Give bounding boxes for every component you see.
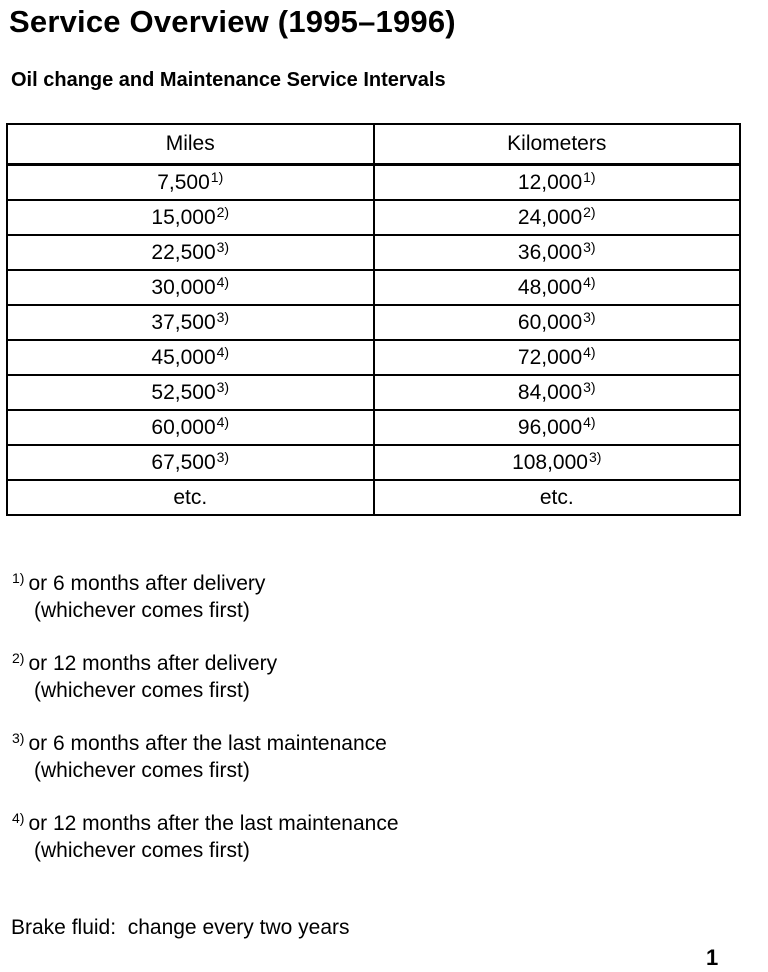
miles-value: 67,500 [151,451,216,474]
footnote-marker: 3) [12,730,25,746]
page-title: Service Overview (1995–1996) [9,4,456,39]
table-row [7,445,740,480]
section-subtitle: Oil change and Maintenance Service Intervals [11,69,446,91]
miles-cell [7,305,374,340]
kilometers-cell [374,305,741,340]
table-header-row [7,124,740,165]
footnote-text: or 12 months after delivery [28,652,278,675]
miles-cell [7,270,374,305]
column-header-miles: Miles [7,124,374,165]
footnote-4 [12,810,612,864]
miles-cell [7,165,374,201]
footnote-ref: 4) [216,414,230,430]
kilometers-cell [374,165,741,201]
kilometers-value: 108,000 [512,451,588,474]
kilometers-cell [374,445,741,480]
footnote-marker: 1) [12,570,25,586]
footnote-ref: 1) [210,169,224,185]
footnote-text: or 6 months after the last maintenance [28,732,387,755]
kilometers-cell [374,340,741,375]
kilometers-cell [374,200,741,235]
miles-cell [7,480,374,515]
table-row [7,270,740,305]
footnote-ref: 4) [583,414,596,430]
table-row [7,200,740,235]
footnote-ref: 2) [216,204,230,220]
miles-value: 22,500 [151,241,216,264]
table-row [7,340,740,375]
table-row [7,305,740,340]
miles-value: 37,500 [151,311,216,334]
footnote-ref: 3) [216,449,230,465]
footnote-2 [12,650,612,704]
footnote-ref: 3) [583,239,596,255]
column-header-kilometers: Kilometers [374,124,741,165]
miles-value: 15,000 [151,206,216,229]
table-row [7,165,740,201]
footnote-ref: 4) [583,344,596,360]
kilometers-value: etc. [539,486,574,509]
kilometers-value: 60,000 [517,311,583,334]
miles-cell [7,410,374,445]
kilometers-cell [374,270,741,305]
footnote-text-continued: (whichever comes first) [34,839,250,862]
footnote-marker: 2) [12,650,25,666]
miles-value: etc. [173,486,208,509]
footnote-text-continued: (whichever comes first) [34,679,250,702]
footnote-text: or 12 months after the last maintenance [28,812,399,835]
miles-value: 30,000 [151,276,216,299]
footnote-ref: 3) [583,309,596,325]
footnote-text-continued: (whichever comes first) [34,599,250,622]
footnote-marker: 4) [12,810,25,826]
footnote-ref: 3) [216,379,230,395]
service-interval-table [6,123,741,516]
footnote-ref: 1) [583,169,596,185]
footnote-ref: 2) [583,204,596,220]
footnote-ref: 3) [216,309,230,325]
footnote-3 [12,730,612,784]
footnote-1 [12,570,612,624]
table-row [7,410,740,445]
miles-value: 60,000 [151,416,216,439]
kilometers-cell [374,480,741,515]
table-row [7,375,740,410]
page-number: 1 [706,945,719,970]
kilometers-cell [374,235,741,270]
miles-cell [7,200,374,235]
footnote-ref: 3) [216,239,230,255]
miles-cell [7,235,374,270]
miles-cell [7,340,374,375]
table-row [7,480,740,515]
kilometers-value: 72,000 [517,346,583,369]
footnote-ref: 3) [583,379,596,395]
brake-fluid-note: Brake fluid: change every two years [11,916,350,939]
miles-value: 7,500 [157,171,210,194]
kilometers-value: 24,000 [517,206,583,229]
kilometers-value: 96,000 [517,416,583,439]
footnote-text: or 6 months after delivery [28,572,266,595]
footnote-ref: 4) [216,274,230,290]
table-row [7,235,740,270]
miles-cell [7,375,374,410]
miles-value: 52,500 [151,381,216,404]
footnote-ref: 3) [588,449,602,465]
miles-value: 45,000 [151,346,216,369]
kilometers-value: 36,000 [517,241,583,264]
kilometers-cell [374,375,741,410]
footnote-ref: 4) [216,344,230,360]
miles-cell [7,445,374,480]
kilometers-value: 48,000 [517,276,583,299]
kilometers-value: 84,000 [517,381,583,404]
kilometers-value: 12,000 [517,171,583,194]
kilometers-cell [374,410,741,445]
footnote-ref: 4) [583,274,596,290]
footnote-text-continued: (whichever comes first) [34,759,250,782]
